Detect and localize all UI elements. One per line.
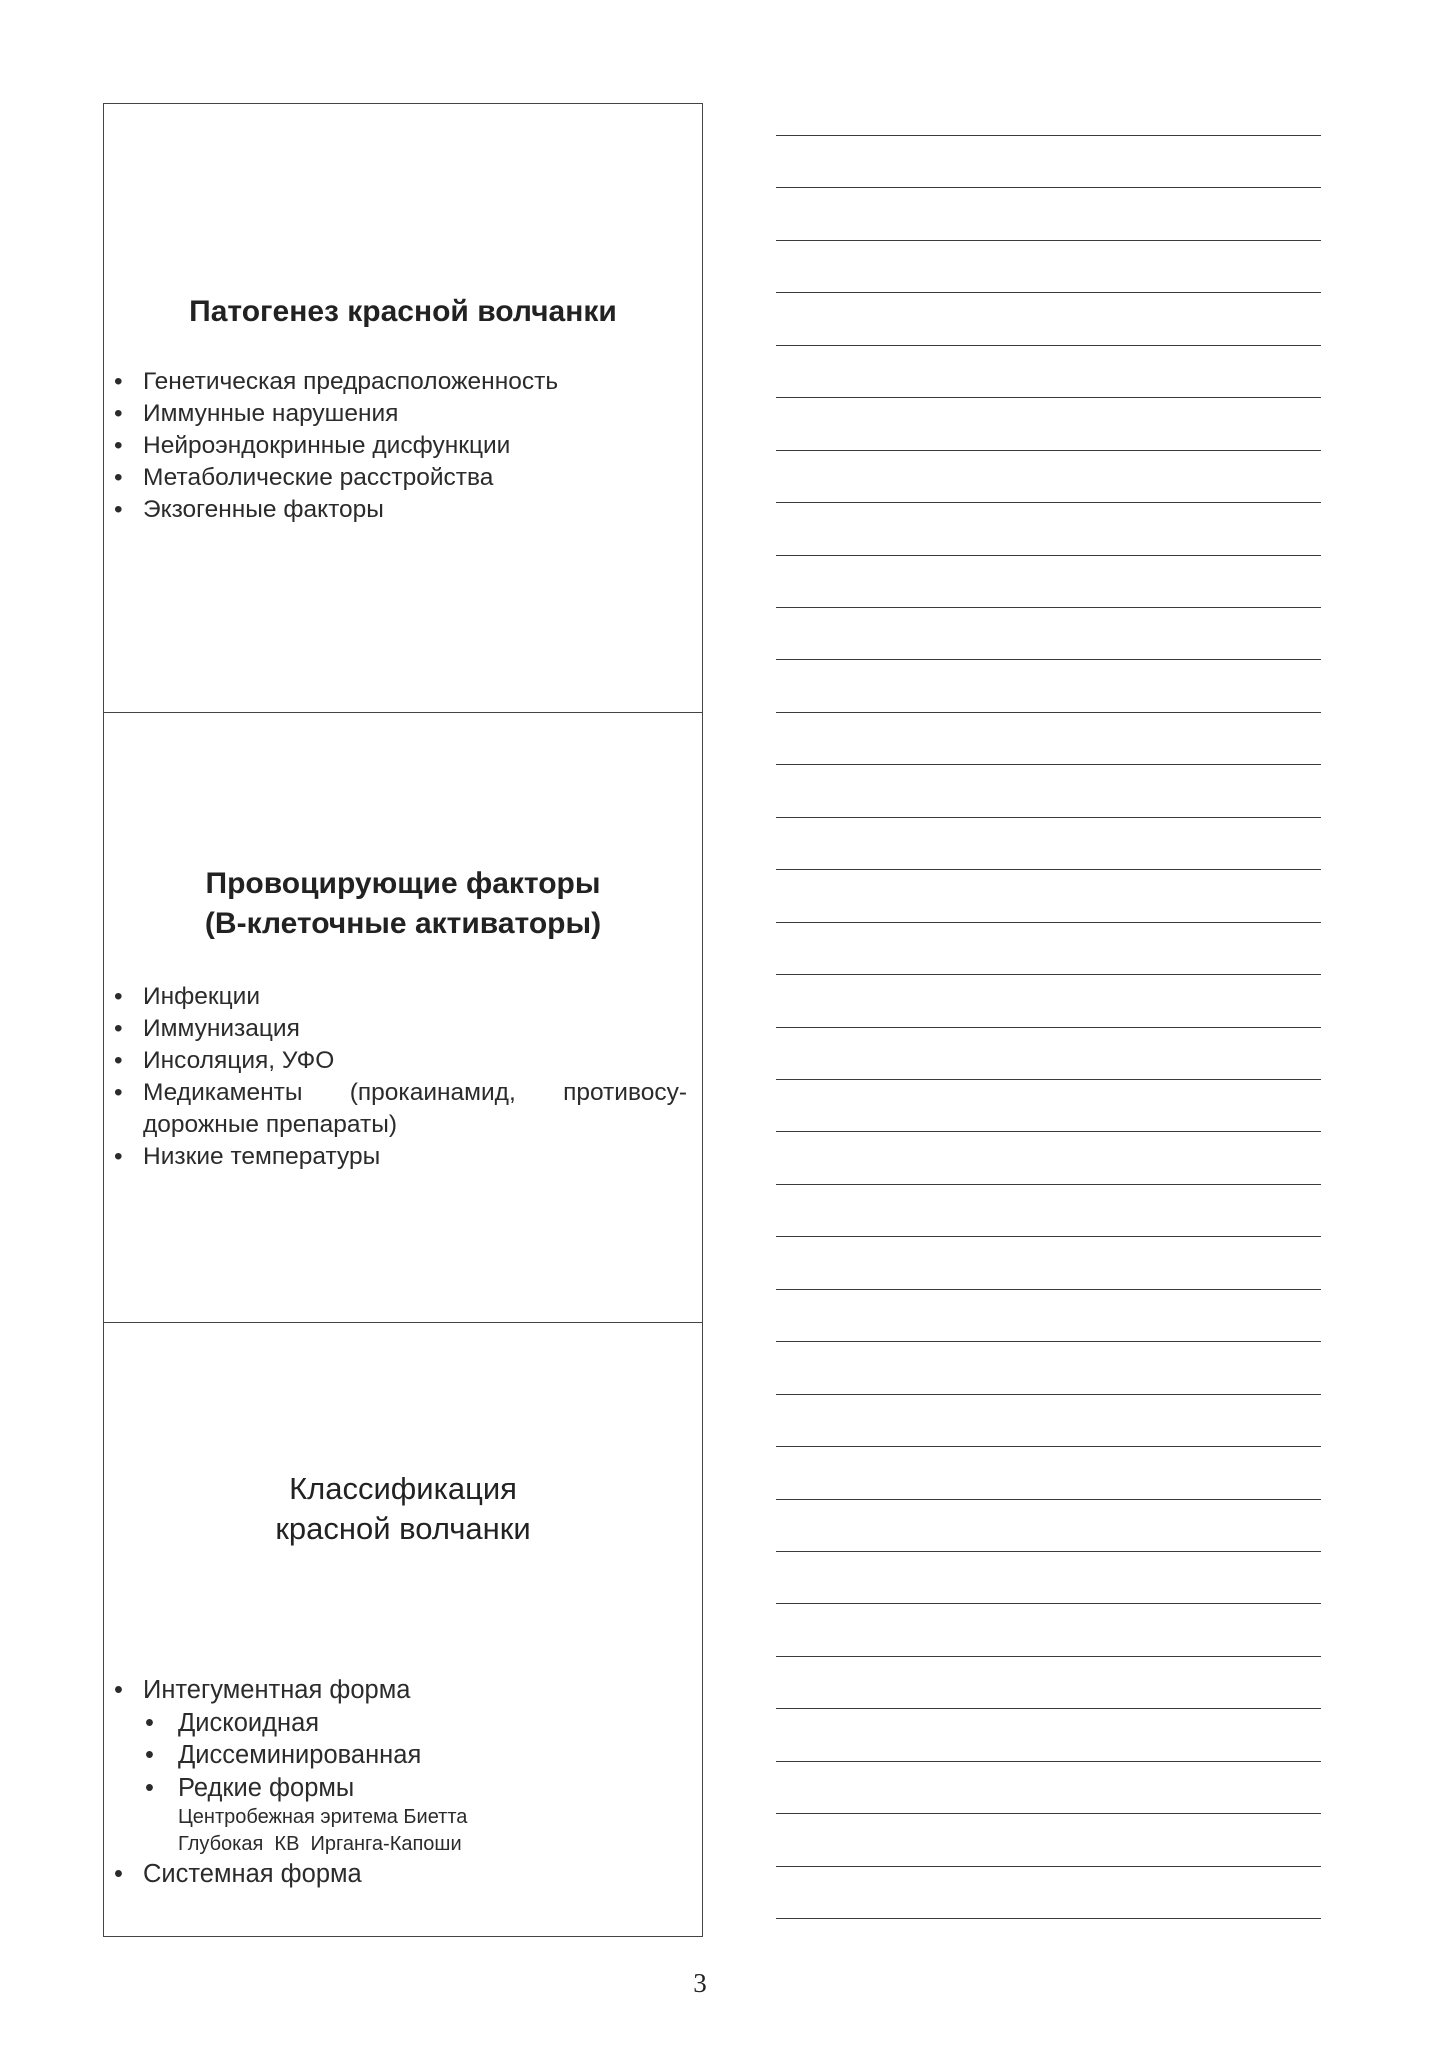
list-item: Центробежная эритема Биетта	[178, 1806, 468, 1828]
slide-classification	[104, 1323, 702, 1935]
note-line	[776, 397, 1321, 398]
note-line	[776, 1866, 1321, 1867]
note-line	[776, 1446, 1321, 1447]
note-line	[776, 1551, 1321, 1552]
list-item: • Дискоидная	[143, 1707, 664, 1740]
list-item: • Медикаменты (прокаинамид, противосу-дорожные препараты)	[114, 1079, 687, 1138]
bullet-icon: •	[145, 1773, 154, 1802]
bullet-icon: •	[114, 400, 123, 427]
bullet-icon: •	[114, 1047, 123, 1074]
note-line	[776, 240, 1321, 241]
bullet-icon: •	[114, 983, 123, 1010]
list-item: • Генетическая предрасположенность	[104, 366, 664, 398]
note-line	[776, 1236, 1321, 1237]
bullet-icon: •	[114, 1015, 123, 1042]
bullet-icon: •	[114, 464, 123, 491]
bullet-icon: •	[114, 1143, 123, 1170]
note-line	[776, 1918, 1321, 1919]
bullet-list	[104, 1674, 664, 1891]
bullet-icon: •	[114, 432, 123, 459]
list-item: • Инфекции	[104, 981, 687, 1013]
note-line	[776, 1656, 1321, 1657]
list-item: • Низкие температуры	[104, 1141, 687, 1173]
note-line	[776, 817, 1321, 818]
note-line	[776, 659, 1321, 660]
slides-column	[103, 103, 703, 1937]
note-line	[776, 187, 1321, 188]
note-line	[776, 1341, 1321, 1342]
list-item: • Диссеминированная	[143, 1739, 664, 1772]
note-line	[776, 1761, 1321, 1762]
list-item: • Метаболические расстройства	[104, 462, 664, 494]
note-line	[776, 1708, 1321, 1709]
slide-title: Классификация красной волчанки	[275, 1471, 531, 1546]
slide-title: Патогенез красной волчанки	[189, 295, 617, 328]
list-item: • Интегументная форма • Дискоидная • Диссеминированная • Редкие формы Центробежная эритема Биетта Глубокая КВ Ирганга-Капоши	[104, 1674, 664, 1858]
note-line	[776, 555, 1321, 556]
list-item: • Иммунизация	[104, 1013, 687, 1045]
note-line	[776, 450, 1321, 451]
note-line	[776, 345, 1321, 346]
note-line	[776, 292, 1321, 293]
note-line	[776, 607, 1321, 608]
notes-area	[776, 0, 1321, 2000]
note-line	[776, 1394, 1321, 1395]
note-line	[776, 869, 1321, 870]
list-item: • Иммунные нарушения	[104, 398, 664, 430]
list-item: • Экзогенные факторы	[104, 494, 664, 526]
bullet-icon: •	[145, 1708, 154, 1737]
list-item: • Инсоляция, УФО	[104, 1045, 687, 1077]
note-line	[776, 1813, 1321, 1814]
note-line	[776, 922, 1321, 923]
note-line	[776, 1499, 1321, 1500]
page-number: 3	[693, 1968, 707, 1998]
list-item: • Редкие формы Центробежная эритема Биетта Глубокая КВ Ирганга-Капоши	[143, 1772, 664, 1859]
slide-pathogenesis	[104, 104, 702, 713]
bullet-icon: •	[114, 496, 123, 523]
bullet-icon: •	[114, 1860, 123, 1888]
slide-title: Провоцирующие факторы (В-клеточные активаторы)	[204, 867, 602, 940]
note-line	[776, 1603, 1321, 1604]
bullet-list	[104, 366, 664, 526]
sub-bullet-list	[143, 1707, 664, 1859]
bullet-icon: •	[145, 1741, 154, 1769]
note-line	[776, 1131, 1321, 1132]
rare-forms-list	[178, 1804, 664, 1858]
note-line	[776, 1184, 1321, 1185]
bullet-icon: •	[114, 368, 123, 395]
note-line	[776, 1289, 1321, 1290]
bullet-icon: •	[114, 1676, 123, 1704]
note-line	[776, 502, 1321, 503]
slide-provoking-factors	[104, 713, 702, 1323]
bullet-icon: •	[114, 1079, 123, 1106]
note-line	[776, 712, 1321, 713]
list-item: Глубокая КВ Ирганга-Капоши	[178, 1833, 462, 1855]
list-item: • Системная форма	[104, 1858, 664, 1891]
note-line	[776, 1079, 1321, 1080]
note-line	[776, 764, 1321, 765]
note-line	[776, 1027, 1321, 1028]
note-line	[776, 135, 1321, 136]
note-line	[776, 974, 1321, 975]
bullet-list	[104, 981, 687, 1173]
list-item: • Нейроэндокринные дисфункции	[104, 430, 664, 462]
